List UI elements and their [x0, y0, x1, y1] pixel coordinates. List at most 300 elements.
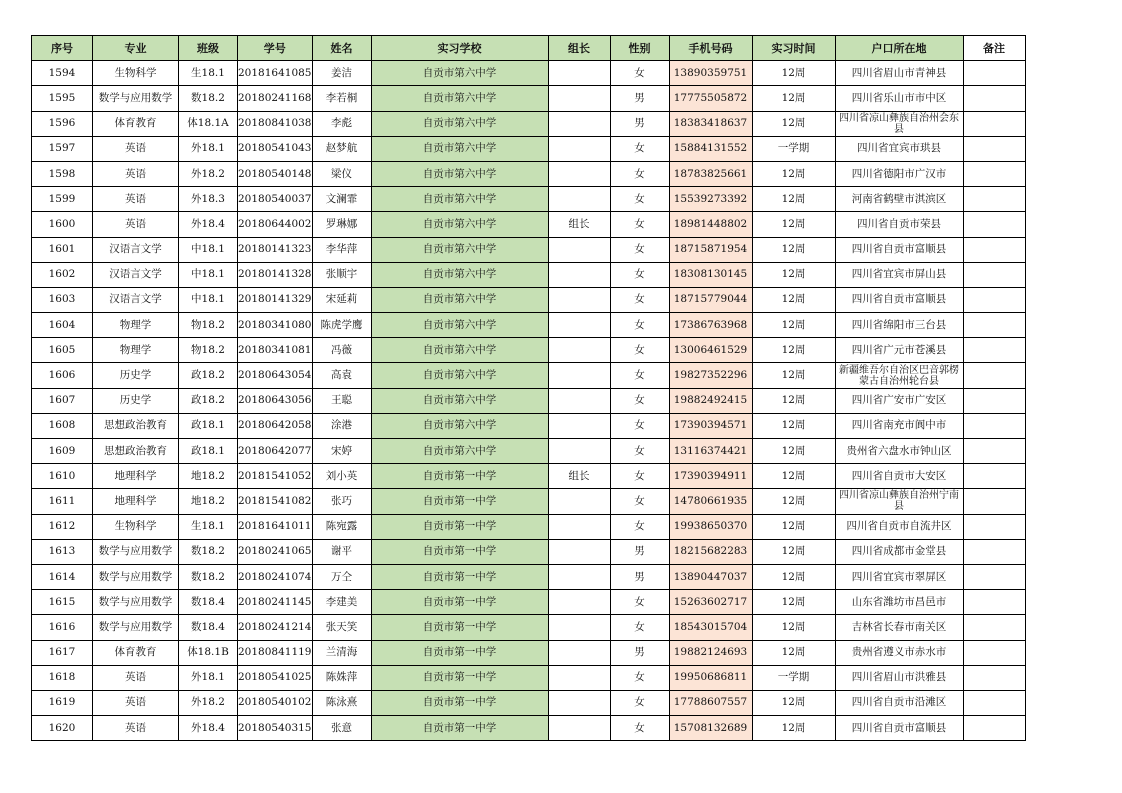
header-cell-phone[interactable]: 手机号码 [669, 36, 752, 61]
cell-remarks[interactable] [963, 413, 1025, 438]
cell-remarks[interactable] [963, 388, 1025, 413]
cell-school[interactable]: 自贡市第一中学 [371, 640, 548, 665]
cell-gender[interactable]: 女 [610, 464, 669, 489]
cell-student-id[interactable]: 20181541082 [238, 489, 313, 514]
cell-student-id[interactable]: 20180141323 [238, 237, 313, 262]
cell-leader[interactable] [548, 237, 610, 262]
cell-hometown[interactable]: 新疆维吾尔自治区巴音郭楞蒙古自治州轮台县 [835, 363, 963, 388]
cell-remarks[interactable] [963, 489, 1025, 514]
cell-phone[interactable]: 17775505872 [669, 86, 752, 111]
cell-hometown[interactable]: 贵州省六盘水市钟山区 [835, 439, 963, 464]
cell-class[interactable]: 外18.4 [179, 212, 238, 237]
cell-name[interactable]: 李若桐 [312, 86, 371, 111]
cell-name[interactable]: 李彪 [312, 111, 371, 136]
cell-school[interactable]: 自贡市第一中学 [371, 665, 548, 690]
cell-gender[interactable]: 男 [610, 564, 669, 589]
cell-index[interactable]: 1596 [32, 111, 93, 136]
cell-leader[interactable] [548, 187, 610, 212]
cell-major[interactable]: 汉语言文学 [93, 237, 179, 262]
cell-major[interactable]: 思想政治教育 [93, 439, 179, 464]
cell-phone[interactable]: 17386763968 [669, 313, 752, 338]
cell-name[interactable]: 宋婷 [312, 439, 371, 464]
cell-hometown[interactable]: 山东省潍坊市昌邑市 [835, 590, 963, 615]
cell-major[interactable]: 数学与应用数学 [93, 564, 179, 589]
cell-index[interactable]: 1603 [32, 287, 93, 312]
cell-phone[interactable]: 15539273392 [669, 187, 752, 212]
cell-remarks[interactable] [963, 564, 1025, 589]
cell-name[interactable]: 梁仪 [312, 161, 371, 186]
cell-index[interactable]: 1594 [32, 61, 93, 86]
cell-hometown[interactable]: 贵州省遵义市赤水市 [835, 640, 963, 665]
cell-gender[interactable]: 女 [610, 262, 669, 287]
cell-remarks[interactable] [963, 615, 1025, 640]
cell-major[interactable]: 数学与应用数学 [93, 86, 179, 111]
cell-index[interactable]: 1607 [32, 388, 93, 413]
cell-duration[interactable]: 12周 [752, 86, 835, 111]
cell-class[interactable]: 外18.1 [179, 136, 238, 161]
cell-hometown[interactable]: 四川省绵阳市三台县 [835, 313, 963, 338]
cell-duration[interactable]: 12周 [752, 313, 835, 338]
cell-hometown[interactable]: 四川省自贡市富顺县 [835, 716, 963, 741]
cell-hometown[interactable]: 四川省德阳市广汉市 [835, 161, 963, 186]
cell-leader[interactable] [548, 665, 610, 690]
cell-school[interactable]: 自贡市第一中学 [371, 690, 548, 715]
cell-class[interactable]: 政18.2 [179, 388, 238, 413]
cell-phone[interactable]: 19950686811 [669, 665, 752, 690]
cell-school[interactable]: 自贡市第六中学 [371, 338, 548, 363]
cell-gender[interactable]: 女 [610, 413, 669, 438]
cell-remarks[interactable] [963, 363, 1025, 388]
cell-major[interactable]: 数学与应用数学 [93, 539, 179, 564]
cell-hometown[interactable]: 四川省眉山市洪雅县 [835, 665, 963, 690]
cell-leader[interactable] [548, 640, 610, 665]
cell-remarks[interactable] [963, 111, 1025, 136]
cell-remarks[interactable] [963, 590, 1025, 615]
header-cell-class[interactable]: 班级 [179, 36, 238, 61]
cell-school[interactable]: 自贡市第一中学 [371, 564, 548, 589]
cell-class[interactable]: 体18.1A [179, 111, 238, 136]
cell-hometown[interactable]: 四川省自贡市自流井区 [835, 514, 963, 539]
cell-class[interactable]: 数18.2 [179, 86, 238, 111]
cell-student-id[interactable]: 20180341080 [238, 313, 313, 338]
cell-remarks[interactable] [963, 187, 1025, 212]
cell-school[interactable]: 自贡市第六中学 [371, 161, 548, 186]
cell-name[interactable]: 宋延莉 [312, 287, 371, 312]
cell-index[interactable]: 1600 [32, 212, 93, 237]
cell-index[interactable]: 1605 [32, 338, 93, 363]
cell-duration[interactable]: 一学期 [752, 136, 835, 161]
cell-duration[interactable]: 一学期 [752, 665, 835, 690]
cell-leader[interactable] [548, 287, 610, 312]
cell-duration[interactable]: 12周 [752, 716, 835, 741]
cell-remarks[interactable] [963, 287, 1025, 312]
cell-hometown[interactable]: 四川省自贡市大安区 [835, 464, 963, 489]
cell-name[interactable]: 赵梦航 [312, 136, 371, 161]
cell-remarks[interactable] [963, 439, 1025, 464]
cell-name[interactable]: 张意 [312, 716, 371, 741]
cell-index[interactable]: 1598 [32, 161, 93, 186]
cell-gender[interactable]: 女 [610, 665, 669, 690]
cell-name[interactable]: 张巧 [312, 489, 371, 514]
cell-phone[interactable]: 19938650370 [669, 514, 752, 539]
cell-student-id[interactable]: 20180540037 [238, 187, 313, 212]
cell-phone[interactable]: 19882492415 [669, 388, 752, 413]
cell-hometown[interactable]: 四川省成都市金堂县 [835, 539, 963, 564]
cell-remarks[interactable] [963, 61, 1025, 86]
cell-index[interactable]: 1604 [32, 313, 93, 338]
cell-leader[interactable]: 组长 [548, 464, 610, 489]
cell-class[interactable]: 数18.2 [179, 539, 238, 564]
header-cell-hometown[interactable]: 户口所在地 [835, 36, 963, 61]
cell-major[interactable]: 思想政治教育 [93, 413, 179, 438]
cell-index[interactable]: 1616 [32, 615, 93, 640]
cell-leader[interactable] [548, 514, 610, 539]
cell-class[interactable]: 数18.4 [179, 615, 238, 640]
cell-class[interactable]: 地18.2 [179, 464, 238, 489]
cell-name[interactable]: 冯薇 [312, 338, 371, 363]
cell-hometown[interactable]: 四川省凉山彝族自治州宁南县 [835, 489, 963, 514]
cell-leader[interactable] [548, 86, 610, 111]
cell-remarks[interactable] [963, 212, 1025, 237]
cell-school[interactable]: 自贡市第六中学 [371, 363, 548, 388]
cell-hometown[interactable]: 四川省眉山市青神县 [835, 61, 963, 86]
cell-school[interactable]: 自贡市第六中学 [371, 111, 548, 136]
header-cell-student-id[interactable]: 学号 [238, 36, 313, 61]
header-cell-remarks[interactable]: 备注 [963, 36, 1025, 61]
cell-remarks[interactable] [963, 237, 1025, 262]
cell-remarks[interactable] [963, 262, 1025, 287]
cell-class[interactable]: 物18.2 [179, 313, 238, 338]
cell-phone[interactable]: 18715871954 [669, 237, 752, 262]
cell-class[interactable]: 中18.1 [179, 237, 238, 262]
cell-school[interactable]: 自贡市第一中学 [371, 615, 548, 640]
cell-index[interactable]: 1599 [32, 187, 93, 212]
cell-gender[interactable]: 男 [610, 640, 669, 665]
cell-class[interactable]: 外18.2 [179, 161, 238, 186]
cell-hometown[interactable]: 四川省自贡市荣县 [835, 212, 963, 237]
cell-hometown[interactable]: 四川省宜宾市珙县 [835, 136, 963, 161]
cell-major[interactable]: 英语 [93, 161, 179, 186]
cell-name[interactable]: 涂港 [312, 413, 371, 438]
header-cell-school[interactable]: 实习学校 [371, 36, 548, 61]
cell-remarks[interactable] [963, 313, 1025, 338]
cell-index[interactable]: 1614 [32, 564, 93, 589]
cell-gender[interactable]: 女 [610, 590, 669, 615]
cell-remarks[interactable] [963, 136, 1025, 161]
cell-index[interactable]: 1608 [32, 413, 93, 438]
cell-duration[interactable]: 12周 [752, 111, 835, 136]
cell-major[interactable]: 英语 [93, 136, 179, 161]
cell-phone[interactable]: 13890447037 [669, 564, 752, 589]
cell-name[interactable]: 姜洁 [312, 61, 371, 86]
cell-major[interactable]: 地理科学 [93, 489, 179, 514]
cell-student-id[interactable]: 20180541025 [238, 665, 313, 690]
cell-gender[interactable]: 女 [610, 212, 669, 237]
cell-major[interactable]: 英语 [93, 716, 179, 741]
cell-school[interactable]: 自贡市第六中学 [371, 413, 548, 438]
cell-leader[interactable] [548, 61, 610, 86]
cell-gender[interactable]: 男 [610, 86, 669, 111]
cell-school[interactable]: 自贡市第一中学 [371, 464, 548, 489]
cell-gender[interactable]: 女 [610, 716, 669, 741]
cell-duration[interactable]: 12周 [752, 464, 835, 489]
cell-school[interactable]: 自贡市第六中学 [371, 388, 548, 413]
cell-gender[interactable]: 女 [610, 161, 669, 186]
cell-phone[interactable]: 18981448802 [669, 212, 752, 237]
cell-remarks[interactable] [963, 161, 1025, 186]
cell-phone[interactable]: 13006461529 [669, 338, 752, 363]
cell-gender[interactable]: 女 [610, 187, 669, 212]
cell-index[interactable]: 1610 [32, 464, 93, 489]
cell-leader[interactable] [548, 489, 610, 514]
cell-phone[interactable]: 17390394571 [669, 413, 752, 438]
cell-major[interactable]: 英语 [93, 690, 179, 715]
cell-class[interactable]: 外18.3 [179, 187, 238, 212]
cell-remarks[interactable] [963, 464, 1025, 489]
cell-major[interactable]: 体育教育 [93, 111, 179, 136]
cell-leader[interactable] [548, 539, 610, 564]
cell-gender[interactable]: 女 [610, 136, 669, 161]
cell-name[interactable]: 兰清海 [312, 640, 371, 665]
cell-name[interactable]: 李建美 [312, 590, 371, 615]
cell-duration[interactable]: 12周 [752, 237, 835, 262]
cell-phone[interactable]: 14780661935 [669, 489, 752, 514]
cell-major[interactable]: 物理学 [93, 338, 179, 363]
cell-hometown[interactable]: 四川省南充市阆中市 [835, 413, 963, 438]
cell-gender[interactable]: 女 [610, 338, 669, 363]
cell-leader[interactable] [548, 338, 610, 363]
cell-index[interactable]: 1606 [32, 363, 93, 388]
cell-remarks[interactable] [963, 338, 1025, 363]
cell-major[interactable]: 生物科学 [93, 61, 179, 86]
cell-duration[interactable]: 12周 [752, 489, 835, 514]
cell-class[interactable]: 中18.1 [179, 262, 238, 287]
cell-gender[interactable]: 女 [610, 61, 669, 86]
cell-student-id[interactable]: 20180241074 [238, 564, 313, 589]
cell-student-id[interactable]: 20180141328 [238, 262, 313, 287]
cell-gender[interactable]: 女 [610, 388, 669, 413]
cell-school[interactable]: 自贡市第六中学 [371, 136, 548, 161]
cell-hometown[interactable]: 吉林省长春市南关区 [835, 615, 963, 640]
cell-phone[interactable]: 13890359751 [669, 61, 752, 86]
cell-duration[interactable]: 12周 [752, 413, 835, 438]
cell-school[interactable]: 自贡市第一中学 [371, 716, 548, 741]
cell-index[interactable]: 1613 [32, 539, 93, 564]
cell-gender[interactable]: 女 [610, 439, 669, 464]
cell-duration[interactable]: 12周 [752, 161, 835, 186]
cell-remarks[interactable] [963, 86, 1025, 111]
cell-hometown[interactable]: 四川省自贡市富顺县 [835, 237, 963, 262]
cell-leader[interactable] [548, 615, 610, 640]
cell-duration[interactable]: 12周 [752, 388, 835, 413]
cell-major[interactable]: 英语 [93, 212, 179, 237]
cell-gender[interactable]: 男 [610, 111, 669, 136]
cell-student-id[interactable]: 20181641085 [238, 61, 313, 86]
cell-index[interactable]: 1601 [32, 237, 93, 262]
cell-major[interactable]: 物理学 [93, 313, 179, 338]
cell-leader[interactable] [548, 136, 610, 161]
cell-class[interactable]: 外18.4 [179, 716, 238, 741]
cell-name[interactable]: 高袁 [312, 363, 371, 388]
cell-duration[interactable]: 12周 [752, 338, 835, 363]
cell-student-id[interactable]: 20180841119 [238, 640, 313, 665]
cell-name[interactable]: 陈姝萍 [312, 665, 371, 690]
cell-school[interactable]: 自贡市第六中学 [371, 287, 548, 312]
cell-leader[interactable] [548, 690, 610, 715]
cell-duration[interactable]: 12周 [752, 212, 835, 237]
cell-school[interactable]: 自贡市第六中学 [371, 313, 548, 338]
cell-major[interactable]: 汉语言文学 [93, 262, 179, 287]
cell-remarks[interactable] [963, 640, 1025, 665]
cell-phone[interactable]: 18308130145 [669, 262, 752, 287]
cell-name[interactable]: 陈宛露 [312, 514, 371, 539]
header-cell-index[interactable]: 序号 [32, 36, 93, 61]
cell-duration[interactable]: 12周 [752, 187, 835, 212]
cell-leader[interactable] [548, 111, 610, 136]
cell-leader[interactable] [548, 590, 610, 615]
cell-school[interactable]: 自贡市第六中学 [371, 212, 548, 237]
cell-leader[interactable] [548, 388, 610, 413]
cell-index[interactable]: 1611 [32, 489, 93, 514]
cell-phone[interactable]: 18783825661 [669, 161, 752, 186]
cell-remarks[interactable] [963, 716, 1025, 741]
cell-phone[interactable]: 17390394911 [669, 464, 752, 489]
cell-class[interactable]: 生18.1 [179, 61, 238, 86]
cell-hometown[interactable]: 四川省广安市广安区 [835, 388, 963, 413]
cell-phone[interactable]: 13116374421 [669, 439, 752, 464]
cell-student-id[interactable]: 20180541043 [238, 136, 313, 161]
cell-phone[interactable]: 17788607557 [669, 690, 752, 715]
cell-hometown[interactable]: 河南省鹤壁市淇滨区 [835, 187, 963, 212]
cell-student-id[interactable]: 20180241065 [238, 539, 313, 564]
cell-name[interactable]: 文澜霏 [312, 187, 371, 212]
cell-index[interactable]: 1612 [32, 514, 93, 539]
cell-remarks[interactable] [963, 514, 1025, 539]
cell-school[interactable]: 自贡市第六中学 [371, 187, 548, 212]
cell-major[interactable]: 生物科学 [93, 514, 179, 539]
cell-major[interactable]: 地理科学 [93, 464, 179, 489]
cell-name[interactable]: 王聪 [312, 388, 371, 413]
cell-leader[interactable] [548, 716, 610, 741]
cell-index[interactable]: 1619 [32, 690, 93, 715]
cell-phone[interactable]: 15884131552 [669, 136, 752, 161]
cell-major[interactable]: 英语 [93, 187, 179, 212]
cell-class[interactable]: 外18.2 [179, 690, 238, 715]
cell-index[interactable]: 1618 [32, 665, 93, 690]
cell-leader[interactable] [548, 161, 610, 186]
cell-name[interactable]: 李华萍 [312, 237, 371, 262]
cell-index[interactable]: 1602 [32, 262, 93, 287]
cell-gender[interactable]: 女 [610, 287, 669, 312]
cell-gender[interactable]: 女 [610, 615, 669, 640]
cell-gender[interactable]: 男 [610, 539, 669, 564]
cell-duration[interactable]: 12周 [752, 590, 835, 615]
cell-leader[interactable] [548, 363, 610, 388]
cell-class[interactable]: 物18.2 [179, 338, 238, 363]
cell-class[interactable]: 政18.2 [179, 363, 238, 388]
header-cell-duration[interactable]: 实习时间 [752, 36, 835, 61]
cell-student-id[interactable]: 20180643054 [238, 363, 313, 388]
header-cell-name[interactable]: 姓名 [312, 36, 371, 61]
cell-class[interactable]: 数18.2 [179, 564, 238, 589]
cell-school[interactable]: 自贡市第六中学 [371, 237, 548, 262]
cell-class[interactable]: 体18.1B [179, 640, 238, 665]
cell-class[interactable]: 政18.1 [179, 413, 238, 438]
cell-index[interactable]: 1617 [32, 640, 93, 665]
cell-school[interactable]: 自贡市第一中学 [371, 514, 548, 539]
cell-name[interactable]: 刘小英 [312, 464, 371, 489]
cell-school[interactable]: 自贡市第六中学 [371, 61, 548, 86]
cell-phone[interactable]: 18383418637 [669, 111, 752, 136]
cell-student-id[interactable]: 20180540102 [238, 690, 313, 715]
cell-major[interactable]: 英语 [93, 665, 179, 690]
cell-gender[interactable]: 女 [610, 690, 669, 715]
cell-phone[interactable]: 15708132689 [669, 716, 752, 741]
cell-index[interactable]: 1597 [32, 136, 93, 161]
cell-gender[interactable]: 女 [610, 514, 669, 539]
cell-major[interactable]: 汉语言文学 [93, 287, 179, 312]
cell-school[interactable]: 自贡市第六中学 [371, 86, 548, 111]
cell-student-id[interactable]: 20180241214 [238, 615, 313, 640]
cell-leader[interactable] [548, 439, 610, 464]
header-cell-leader[interactable]: 组长 [548, 36, 610, 61]
cell-duration[interactable]: 12周 [752, 439, 835, 464]
cell-student-id[interactable]: 20180642077 [238, 439, 313, 464]
cell-phone[interactable]: 19882124693 [669, 640, 752, 665]
cell-leader[interactable] [548, 313, 610, 338]
cell-index[interactable]: 1609 [32, 439, 93, 464]
cell-class[interactable]: 中18.1 [179, 287, 238, 312]
cell-index[interactable]: 1620 [32, 716, 93, 741]
cell-name[interactable]: 谢平 [312, 539, 371, 564]
cell-hometown[interactable]: 四川省自贡市富顺县 [835, 287, 963, 312]
cell-remarks[interactable] [963, 665, 1025, 690]
cell-leader[interactable]: 组长 [548, 212, 610, 237]
cell-student-id[interactable]: 20180341081 [238, 338, 313, 363]
cell-duration[interactable]: 12周 [752, 363, 835, 388]
cell-duration[interactable]: 12周 [752, 514, 835, 539]
cell-duration[interactable]: 12周 [752, 539, 835, 564]
cell-student-id[interactable]: 20180841038 [238, 111, 313, 136]
cell-student-id[interactable]: 20180540148 [238, 161, 313, 186]
cell-name[interactable]: 张天笑 [312, 615, 371, 640]
cell-student-id[interactable]: 20181541052 [238, 464, 313, 489]
cell-major[interactable]: 体育教育 [93, 640, 179, 665]
cell-phone[interactable]: 19827352296 [669, 363, 752, 388]
cell-hometown[interactable]: 四川省乐山市市中区 [835, 86, 963, 111]
cell-index[interactable]: 1615 [32, 590, 93, 615]
cell-duration[interactable]: 12周 [752, 262, 835, 287]
cell-major[interactable]: 数学与应用数学 [93, 615, 179, 640]
cell-name[interactable]: 万仝 [312, 564, 371, 589]
cell-school[interactable]: 自贡市第一中学 [371, 590, 548, 615]
cell-student-id[interactable]: 20180643056 [238, 388, 313, 413]
cell-class[interactable]: 数18.4 [179, 590, 238, 615]
cell-student-id[interactable]: 20181641011 [238, 514, 313, 539]
cell-phone[interactable]: 18715779044 [669, 287, 752, 312]
cell-remarks[interactable] [963, 539, 1025, 564]
cell-class[interactable]: 地18.2 [179, 489, 238, 514]
cell-student-id[interactable]: 20180141329 [238, 287, 313, 312]
cell-student-id[interactable]: 20180540315 [238, 716, 313, 741]
cell-school[interactable]: 自贡市第六中学 [371, 439, 548, 464]
cell-student-id[interactable]: 20180241145 [238, 590, 313, 615]
cell-major[interactable]: 历史学 [93, 363, 179, 388]
cell-leader[interactable] [548, 413, 610, 438]
cell-duration[interactable]: 12周 [752, 61, 835, 86]
cell-phone[interactable]: 15263602717 [669, 590, 752, 615]
cell-name[interactable]: 陈虎学鹰 [312, 313, 371, 338]
